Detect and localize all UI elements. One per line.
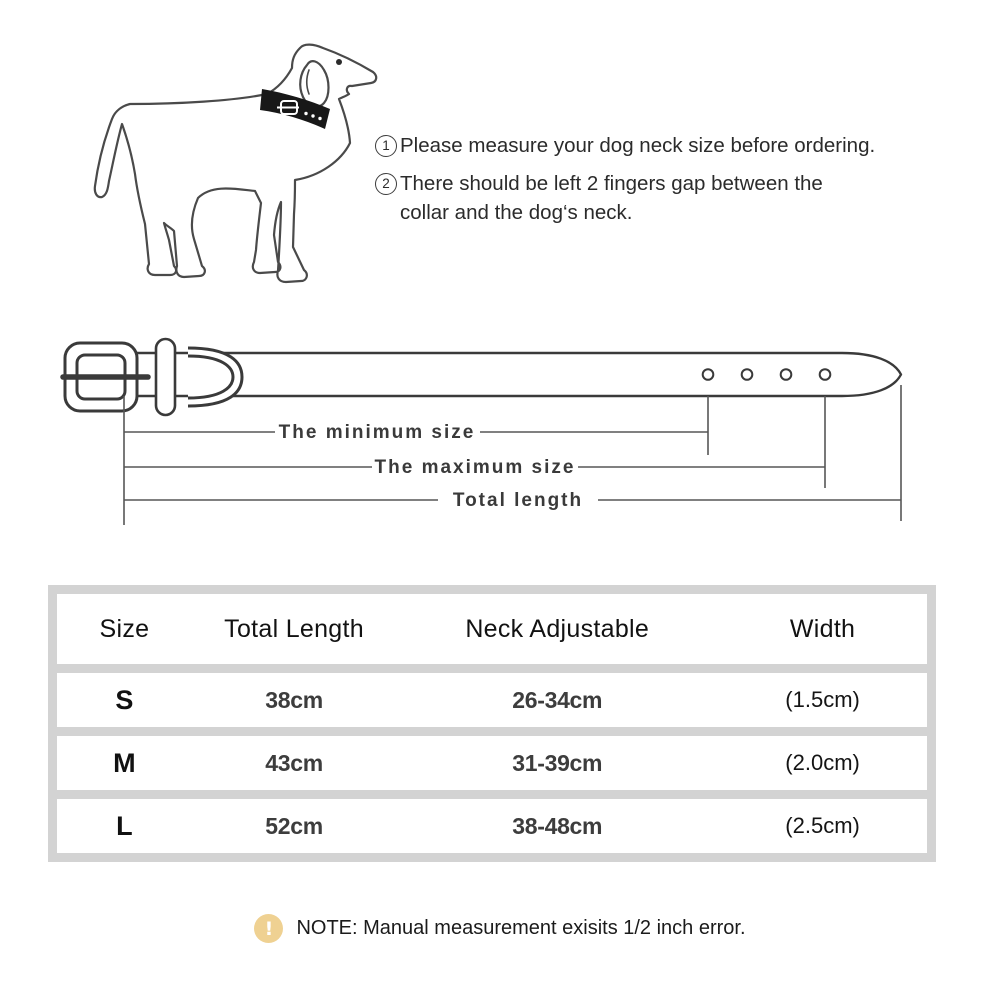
- width-cell: (2.5cm): [785, 813, 860, 838]
- instruction-1-text: Please measure your dog neck size before ordering.: [400, 134, 876, 157]
- width-cell: (1.5cm): [785, 687, 860, 712]
- size-cell: L: [116, 810, 133, 841]
- table-row: [57, 673, 927, 727]
- size-cell: S: [115, 684, 134, 715]
- measurement-note: [0, 914, 1000, 943]
- instruction-2-text: [400, 169, 823, 227]
- column-header-neck-adjustable: Neck Adjustable: [465, 614, 650, 643]
- neck-adjustable-cell: 31-39cm: [512, 749, 603, 776]
- instruction-item-1: [375, 131, 965, 160]
- column-header-width: Width: [789, 614, 856, 643]
- minimum-size-label: The minimum size: [278, 422, 476, 443]
- collar-measurement-diagram: [60, 335, 925, 535]
- size-cell: M: [113, 747, 136, 778]
- exclamation-icon: !: [254, 914, 283, 943]
- note-text: NOTE: Manual measurement exisits 1/2 inch error.: [296, 917, 746, 939]
- table-row: [57, 736, 927, 790]
- column-header-total-length: Total Length: [224, 614, 364, 643]
- instruction-2-line2: collar and the dog‘s neck.: [400, 201, 633, 224]
- strap-keeper: [156, 339, 175, 415]
- table-header-row: [57, 594, 927, 664]
- dog-illustration: [78, 28, 390, 290]
- column-header-size: Size: [99, 614, 150, 643]
- total-length-label: Total length: [452, 490, 584, 511]
- total-length-cell: 43cm: [265, 749, 323, 776]
- neck-adjustable-cell: 38-48cm: [512, 812, 603, 839]
- total-length-cell: 38cm: [265, 686, 323, 713]
- neck-adjustable-cell: 26-34cm: [512, 686, 603, 713]
- instructions: [375, 131, 965, 236]
- dog-eye: [336, 59, 342, 65]
- circled-number-2-icon: 2: [375, 173, 397, 195]
- size-chart-table: [48, 585, 936, 862]
- collar-buckle-large: [63, 343, 148, 411]
- instruction-item-2: [375, 169, 965, 227]
- width-cell: (2.0cm): [785, 750, 860, 775]
- total-length-cell: 52cm: [265, 812, 323, 839]
- dog-outline: [95, 45, 376, 282]
- circled-number-1-icon: 1: [375, 135, 397, 157]
- table-row: [57, 799, 927, 853]
- maximum-size-label: The maximum size: [374, 457, 576, 478]
- instruction-2-line1: There should be left 2 fingers gap between the: [400, 172, 823, 195]
